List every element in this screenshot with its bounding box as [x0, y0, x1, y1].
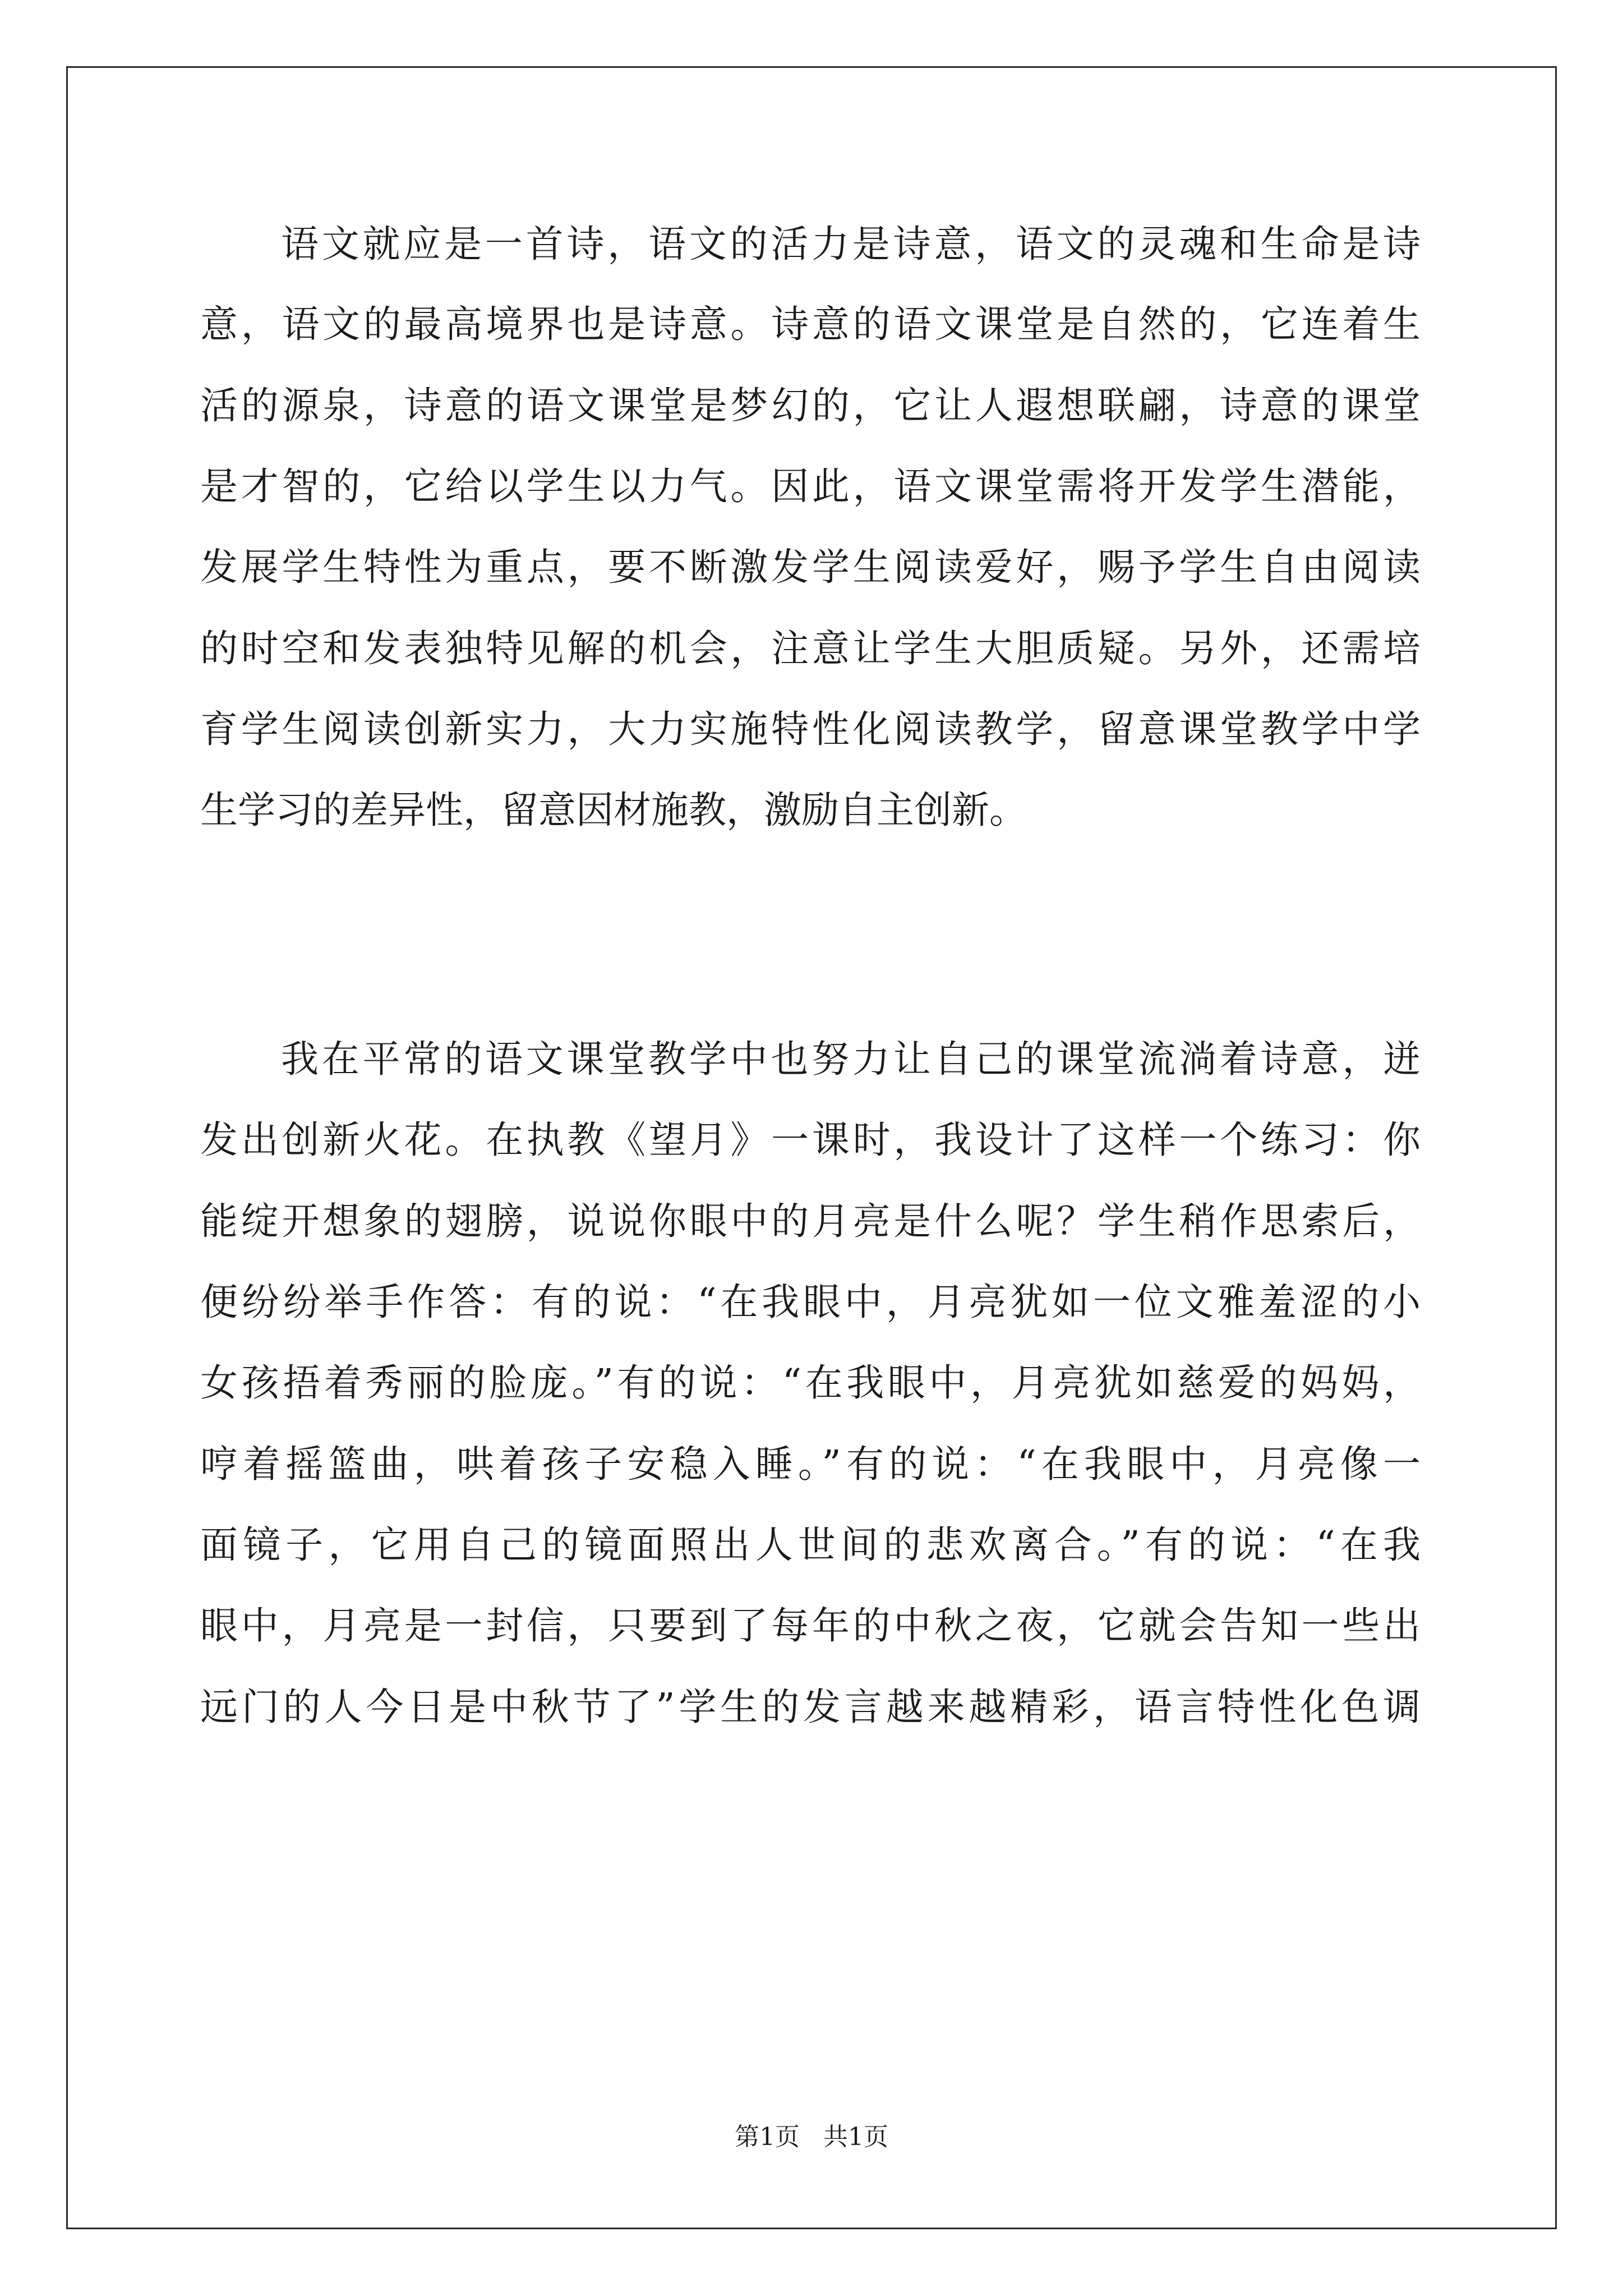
text-line: 面镜子，它用自己的镜面照出人世间的悲欢离合。”有的说：“在我 [200, 1523, 1421, 1567]
text-line: 发出创新火花。在执教《望月》一课时，我设计了这样一个练习：你 [200, 1118, 1421, 1162]
page-footer: 第1页 共1页 [735, 2123, 888, 2151]
text-line: 的时空和发表独特见解的机会，注意让学生大胆质疑。另外，还需培 [200, 627, 1421, 670]
text-line: 意，语文的最高境界也是诗意。诗意的语文课堂是自然的，它连着生 [200, 302, 1421, 346]
text-line: 生学习的差异性，留意因材施教，激励自主创新。 [200, 788, 1027, 832]
text-line: 女孩捂着秀丽的脸庞。”有的说：“在我眼中，月亮犹如慈爱的妈妈， [200, 1361, 1421, 1405]
text-line: 远门的人今日是中秋节了”学生的发言越来越精彩，语言特性化色调 [200, 1685, 1421, 1729]
text-line: 我在平常的语文课堂教学中也努力让自己的课堂流淌着诗意，迸 [281, 1037, 1421, 1081]
text-line: 眼中，月亮是一封信，只要到了每年的中秋之夜，它就会告知一些出 [200, 1604, 1421, 1648]
text-line: 活的源泉，诗意的语文课堂是梦幻的，它让人遐想联翩，诗意的课堂 [200, 384, 1421, 427]
text-line: 能绽开想象的翅膀，说说你眼中的月亮是什么呢？学生稍作思索后， [200, 1199, 1421, 1243]
text-line: 是才智的，它给以学生以力气。因此，语文课堂需将开发学生潜能， [200, 464, 1421, 508]
text-line: 发展学生特性为重点，要不断激发学生阅读爱好，赐予学生自由阅读 [200, 545, 1421, 589]
text-line: 便纷纷举手作答：有的说：“在我眼中，月亮犹如一位文雅羞涩的小 [200, 1280, 1421, 1324]
text-line: 育学生阅读创新实力，大力实施特性化阅读教学，留意课堂教学中学 [200, 707, 1421, 751]
text-line: 哼着摇篮曲，哄着孩子安稳入睡。”有的说：“在我眼中，月亮像一 [200, 1442, 1421, 1486]
text-line: 语文就应是一首诗，语文的活力是诗意，语文的灵魂和生命是诗 [281, 222, 1421, 266]
